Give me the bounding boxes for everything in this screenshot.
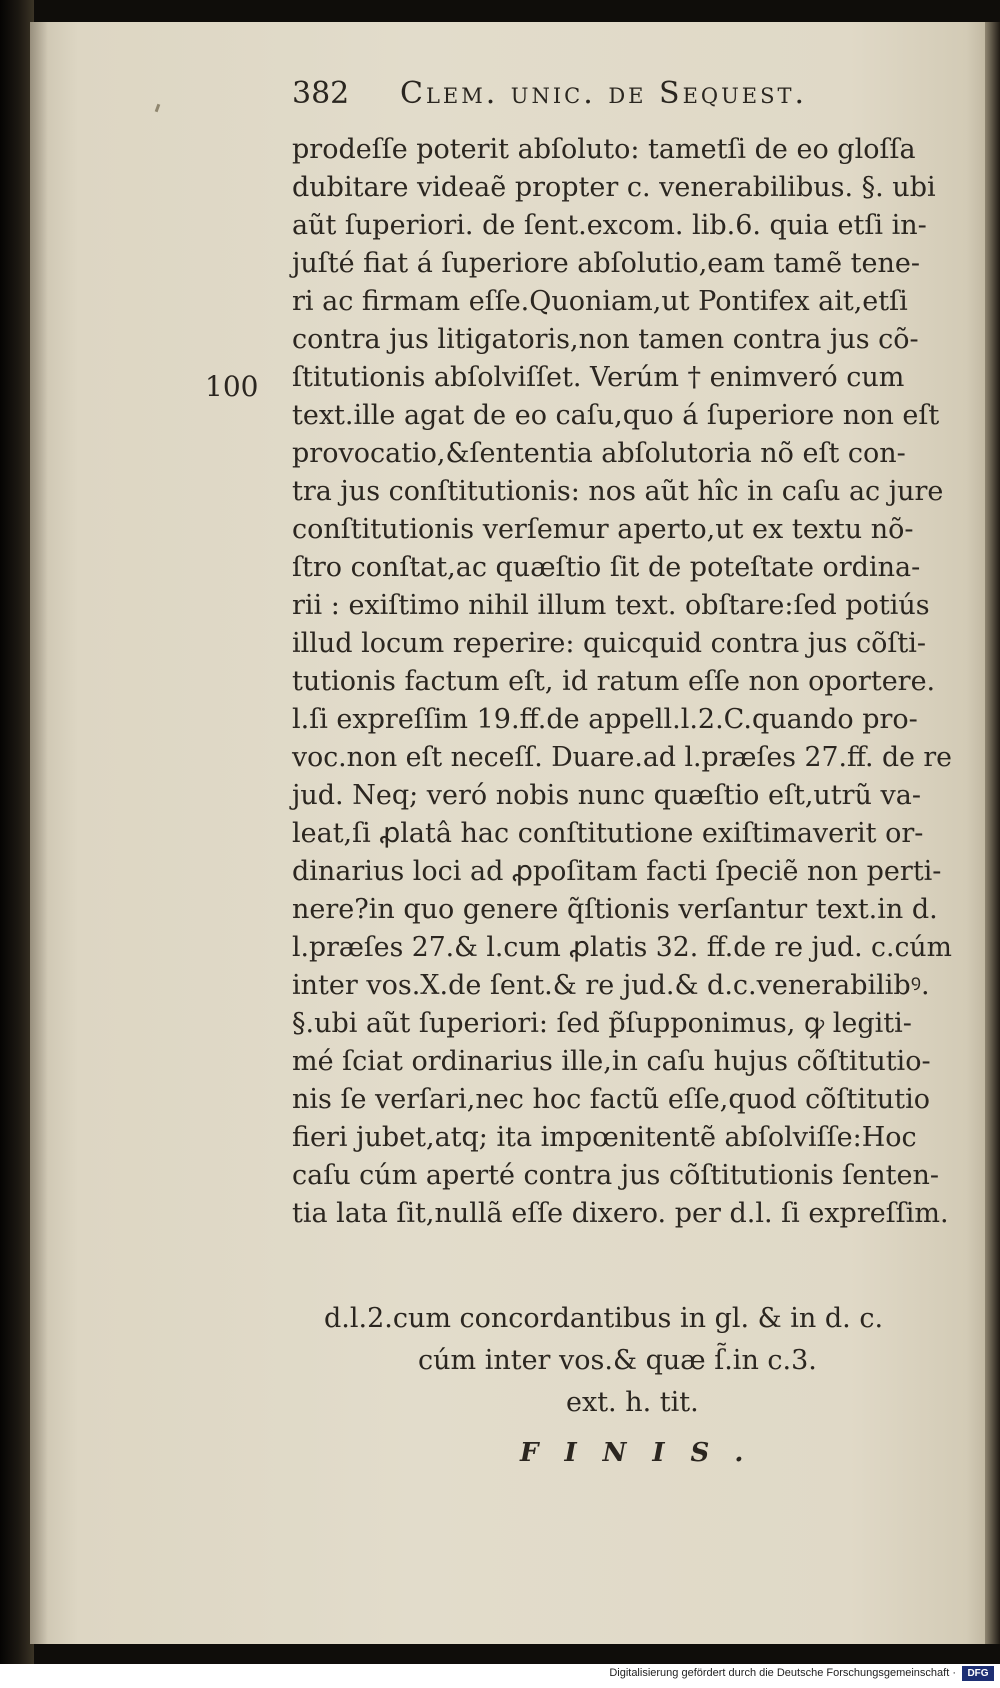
footer-credit: Digitalisierung gefördert durch die Deutsche Forschungsgemeinschaft · [609, 1667, 956, 1679]
text-line: leat,ſi ꝓlatâ hac conſtitutione exiſtimaverit or- [292, 818, 924, 849]
text-line: text.ille agat de eo caſu,quo á ſuperiore non eſt [292, 400, 940, 431]
text-line: tia lata ſit,nullã eſſe dixero. per d.l. ſi expreſſim. [292, 1198, 949, 1229]
text-line: voc.non eſt neceſſ. Duare.ad l.præſes 27.ff. de re [292, 742, 953, 773]
text-line: §.ubi aũt ſuperiori: ſed p̃ſupponimus, ꝙ legiti- [292, 1008, 912, 1039]
text-line: provocatio,&ſententia abſolutoria nõ eſt con- [292, 438, 906, 469]
text-line: inter vos.X.de ſent.& re jud.& d.c.venerabilibꝰ. [292, 970, 930, 1001]
page-number: 382 [292, 76, 350, 111]
running-title: Clem. unic. de Sequest. [400, 76, 808, 111]
text-line: ſtro conſtat,ac quæſtio ſit de poteſtate ordina- [292, 552, 921, 583]
page-gutter-shadow [30, 22, 48, 1644]
finis-mark: FINIS. [520, 1438, 770, 1468]
text-line: mé ſciat ordinarius ille,in caſu hujus cõſtitutio- [292, 1046, 931, 1077]
text-line: illud locum reperire: quicquid contra jus cõſti- [292, 628, 926, 659]
text-line: dinarius loci ad ꝓpoſitam facti ſpeciẽ non perti- [292, 856, 942, 887]
running-head [292, 76, 942, 126]
text-line: dubitare videaẽ propter c. venerabilibus. §. ubi [292, 172, 936, 203]
text-line: caſu cúm aperté contra jus cõſtitutionis ſenten- [292, 1160, 939, 1191]
text-line: ri ac firmam eſſe.Quoniam,ut Pontifex ait,etſi [292, 286, 908, 317]
text-line: juſté fiat á ſuperiore abſolutio,eam tamẽ tene- [292, 248, 920, 279]
text-line: rii : exiſtimo nihil illum text. obſtare:ſed potiús [292, 590, 930, 621]
text-line: aũt ſuperiori. de ſent.excom. lib.6. quia etſi in- [292, 210, 927, 241]
text-line: contra jus litigatoris,non tamen contra jus cõ- [292, 324, 919, 355]
text-line: nere?in quo genere q̃ſtionis verſantur text.in d. [292, 894, 938, 925]
closing-line: cúm inter vos.& quæ ſ̃.in c.3. [418, 1345, 817, 1376]
page-edge-shadow [985, 22, 1000, 1644]
text-line: l.ſi expreſſim 19.ff.de appell.l.2.C.quando pro- [292, 704, 918, 735]
text-line: nis ſe verſari,nec hoc factũ eſſe,quod cõſtitutio [292, 1084, 930, 1115]
text-line: prodeſſe poterit abſoluto: tametſi de eo gloſſa [292, 134, 916, 165]
text-line: tra jus conſtitutionis: nos aũt hîc in caſu ac jure [292, 476, 944, 507]
text-line: ſtitutionis abſolviſſet. Verúm † enimveró cum [292, 362, 905, 393]
closing-line: ext. h. tit. [566, 1387, 699, 1418]
dfg-logo: DFG [962, 1666, 994, 1681]
text-line: fieri jubet,atq; ita impœnitentẽ abſolviſſe:Hoc [292, 1122, 917, 1153]
text-line: tutionis factum eſt, id ratum eſſe non oportere. [292, 666, 936, 697]
closing-line: d.l.2.cum concordantibus in gl. & in d. c. [324, 1303, 884, 1334]
text-line: conſtitutionis verſemur aperto,ut ex textu nõ- [292, 514, 914, 545]
margin-line-number: 100 [205, 370, 259, 403]
text-line: l.præſes 27.& l.cum ꝓlatis 32. ff.de re jud. c.cúm [292, 932, 952, 963]
text-line: jud. Neq; veró nobis nunc quæſtio eſt,utrũ va- [292, 780, 921, 811]
book-edge [0, 0, 34, 1664]
